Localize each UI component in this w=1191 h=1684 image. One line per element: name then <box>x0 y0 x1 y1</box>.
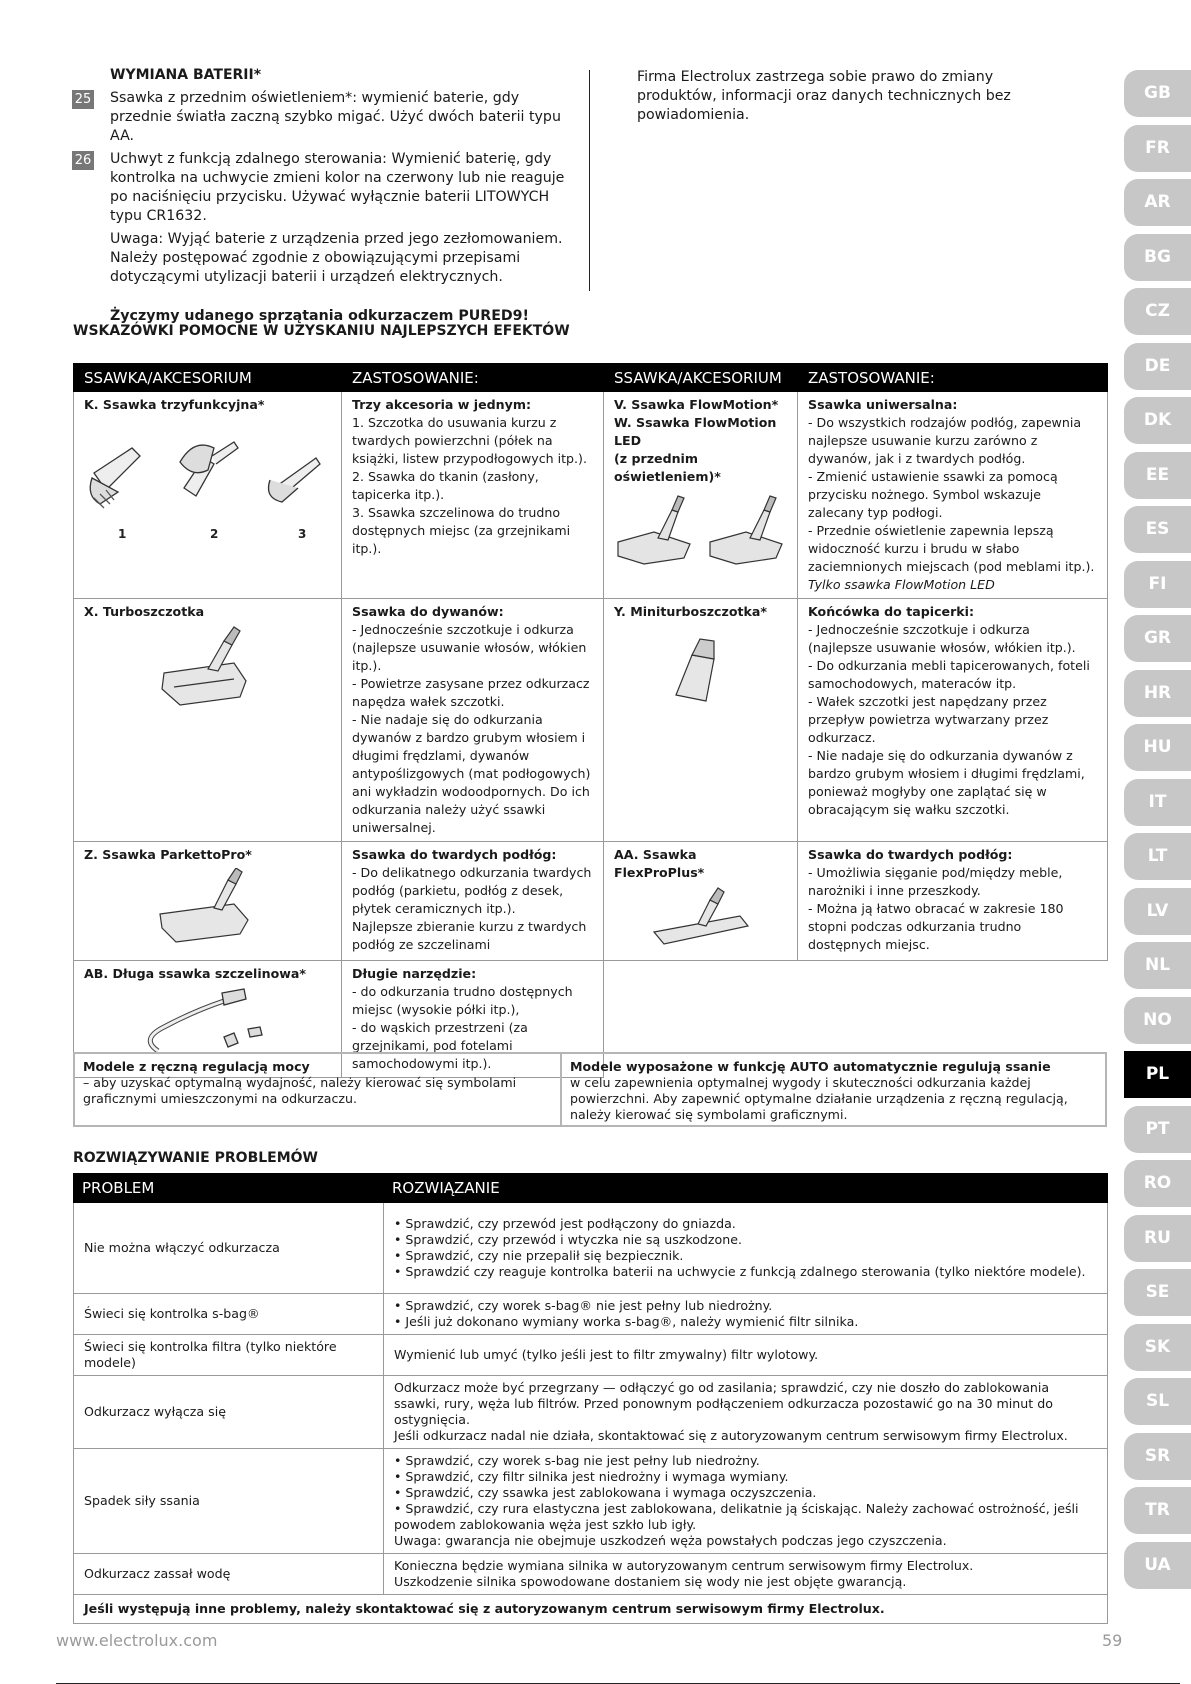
header-problem: PROBLEM <box>74 1174 384 1203</box>
table-row <box>74 842 1108 961</box>
language-tab-sr[interactable]: SR <box>1124 1433 1191 1480</box>
battery-title: WYMIANA BATERII* <box>110 67 262 83</box>
language-tab-ru[interactable]: RU <box>1124 1215 1191 1262</box>
troubleshooting-table <box>73 1173 1108 1624</box>
part-number: 2 <box>210 527 219 541</box>
part-number: 3 <box>298 527 307 541</box>
language-tab-se[interactable]: SE <box>1124 1269 1191 1316</box>
usage-heading: Trzy akcesoria w jednym: <box>352 397 532 412</box>
solution-line: Jeśli odkurzacz nadal nie działa, skontaktować się z autoryzowanym centrum serwisowym firmy Electrolux. <box>394 1428 1068 1443</box>
footer-url: www.electrolux.com <box>56 1631 218 1650</box>
usage-line: - Zmienić ustawienie ssawki za pomocą przycisku nożnego. Symbol wskazuje zalecany typ podłogi. <box>808 469 1058 520</box>
service-note: Jeśli występują inne problemy, należy skontaktować się z autoryzowanym centrum serwisowym firmy Electrolux. <box>74 1595 1108 1624</box>
battery-section <box>72 66 582 326</box>
language-tab-cz[interactable]: CZ <box>1124 288 1191 335</box>
step-number: 25 <box>72 90 94 109</box>
problem-cell: Świeci się kontrolka s-bag® <box>74 1294 384 1335</box>
power-regulation-info <box>73 1052 1107 1127</box>
language-tab-fi[interactable]: FI <box>1124 561 1191 608</box>
accessory-name: Z. Ssawka ParkettoPro* <box>84 847 252 862</box>
header-accessory: SSAWKA/AKCESORIUM <box>604 364 798 392</box>
accessory-name: V. Ssawka FlowMotion* <box>614 397 779 412</box>
usage-cell <box>342 392 604 599</box>
usage-heading: Ssawka do twardych podłóg: <box>808 847 1013 862</box>
solution-cell <box>384 1294 1108 1335</box>
solution-cell <box>384 1376 1108 1449</box>
header-solution: ROZWIĄZANIE <box>384 1174 1108 1203</box>
usage-cell <box>342 599 604 842</box>
table-row <box>74 1376 1108 1449</box>
usage-line: - Do odkurzania mebli tapicerowanych, foteli samochodowych, materaców itp. <box>808 658 1090 691</box>
language-tab-pl[interactable]: PL <box>1124 1051 1191 1098</box>
usage-line: - Jednocześnie szczotkuje i odkurza (najlepsze usuwanie włosów, włókien itp.). <box>808 622 1076 655</box>
table-row <box>74 392 1108 599</box>
language-tab-pt[interactable]: PT <box>1124 1106 1191 1153</box>
language-tab-no[interactable]: NO <box>1124 997 1191 1044</box>
usage-heading: Ssawka do dywanów: <box>352 604 504 619</box>
page-number: 59 <box>1102 1631 1123 1650</box>
usage-heading: Końcówka do tapicerki: <box>808 604 975 619</box>
long-crevice-tool-illustration <box>84 987 324 1061</box>
usage-heading: Długie narzędzie: <box>352 966 477 981</box>
usage-line: - do odkurzania trudno dostępnych miejsc (wysokie półki itp.), <box>352 984 573 1017</box>
accessory-name: (z przednim oświetleniem)* <box>614 451 721 484</box>
language-tab-ua[interactable]: UA <box>1124 1542 1191 1589</box>
language-tab-nl[interactable]: NL <box>1124 942 1191 989</box>
usage-cell <box>798 392 1108 599</box>
accessory-cell <box>604 392 798 599</box>
usage-line: 2. Ssawka do tkanin (zasłony, tapicerka itp.). <box>352 469 539 502</box>
accessory-cell <box>604 599 798 842</box>
table-footer-row <box>74 1595 1108 1624</box>
table-header-row <box>74 364 1108 392</box>
column-divider <box>589 70 590 291</box>
accessory-cell <box>74 599 342 842</box>
language-tab-es[interactable]: ES <box>1124 506 1191 553</box>
usage-note: Tylko ssawka FlowMotion LED <box>808 577 995 592</box>
language-tab-lv[interactable]: LV <box>1124 888 1191 935</box>
header-usage: ZASTOSOWANIE: <box>798 364 1108 392</box>
accessory-name: AB. Długa ssawka szczelinowa* <box>84 966 307 981</box>
table-row <box>74 1203 1108 1294</box>
battery-step <box>72 150 582 226</box>
mini-turbo-brush-illustration <box>614 625 790 715</box>
accessory-name: W. Ssawka FlowMotion LED <box>614 415 777 448</box>
problem-cell: Odkurzacz zassał wodę <box>74 1554 384 1595</box>
header-usage: ZASTOSOWANIE: <box>342 364 604 392</box>
solution-cell <box>384 1335 1108 1376</box>
wish-text: Życzymy udanego sprzątania odkurzaczem PURED9! <box>110 308 530 324</box>
usage-line: - Nie nadaje się do odkurzania dywanów z bardzo grubym włosiem i długimi frędzlami, ponieważ mogłyby one zaplątać się w obracającym się wałku szczotki. <box>808 748 1085 817</box>
usage-line: - Do wszystkich rodzajów podłóg, zapewnia najlepsze usuwanie kurzu zarówno z dywanów, jak i z twardych podłóg. <box>808 415 1082 466</box>
usage-line: Najlepsze zbieranie kurzu z twardych podłóg ze szczelinami <box>352 919 587 952</box>
language-tab-tr[interactable]: TR <box>1124 1487 1191 1534</box>
solution-line: • Sprawdzić, czy rura elastyczna jest zablokowana, delikatnie ją ściskając. Należy zachować ostrożność, jeśli powodem zablokowania węża jest szkło lub igły. <box>394 1501 1079 1532</box>
accessory-name: AA. Ssawka FlexProPlus* <box>614 847 705 880</box>
language-tabs <box>1124 70 1191 1596</box>
problem-cell: Spadek siły ssania <box>74 1449 384 1554</box>
language-tab-fr[interactable]: FR <box>1124 125 1191 172</box>
solution-line: Uwaga: gwarancja nie obejmuje uszkodzeń węża powstałych podczas jego czyszczenia. <box>394 1533 947 1548</box>
solution-line: • Jeśli już dokonano wymiany worka s-bag®, należy wymienić filtr silnika. <box>394 1314 859 1329</box>
language-tab-gr[interactable]: GR <box>1124 615 1191 662</box>
table-row <box>74 599 1108 842</box>
solution-line: • Sprawdzić czy reaguje kontrolka baterii na uchwycie z funkcją zdalnego sterowania (tylko niektóre modele). <box>394 1264 1086 1279</box>
language-tab-hu[interactable]: HU <box>1124 724 1191 771</box>
manual-regulation-box <box>73 1052 561 1127</box>
usage-cell <box>798 842 1108 961</box>
usage-heading: Ssawka uniwersalna: <box>808 397 958 412</box>
language-tab-sl[interactable]: SL <box>1124 1378 1191 1425</box>
auto-regulation-text: w celu zapewnienia optymalnej wygody i skuteczności odkurzania każdej powierzchni. Aby zapewnić optymalne działanie urządzenia z ręczną regulacją, należy kierować się symbolami graficznymi. <box>570 1075 1068 1122</box>
usage-line: - do wąskich przestrzeni (za grzejnikami, pod fotelami samochodowymi itp.). <box>352 1020 528 1071</box>
table-row <box>74 1449 1108 1554</box>
solution-line: • Sprawdzić, czy worek s-bag nie jest pełny lub niedrożny. <box>394 1453 760 1468</box>
auto-regulation-title: Modele wyposażone w funkcję AUTO automatycznie regulują ssanie <box>570 1059 1051 1074</box>
language-tab-dk[interactable]: DK <box>1124 397 1191 444</box>
language-tab-bg[interactable]: BG <box>1124 234 1191 281</box>
step-number: 26 <box>72 151 94 170</box>
language-tab-it[interactable]: IT <box>1124 779 1191 826</box>
usage-line: - Można ją łatwo obracać w zakresie 180 stopni podczas odkurzania trudno dostępnych miejsc. <box>808 901 1064 952</box>
usage-line: - Przednie oświetlenie zapewnia lepszą widoczność kurzu i brudu w słabo zaciemnionych miejscach (pod meblami itp.). <box>808 523 1095 574</box>
accessories-table <box>73 363 1108 1078</box>
accessory-name: X. Turboszczotka <box>84 604 205 619</box>
language-tab-ee[interactable]: EE <box>1124 452 1191 499</box>
part-number: 1 <box>118 527 127 541</box>
battery-step <box>72 89 582 146</box>
disclaimer: Firma Electrolux zastrzega sobie prawo do zmiany produktów, informacji oraz danych technicznych bez powiadomienia. <box>637 69 1011 123</box>
problem-cell: Nie można włączyć odkurzacza <box>74 1203 384 1294</box>
solution-line: • Sprawdzić, czy przewód i wtyczka nie są uszkodzone. <box>394 1232 742 1247</box>
solution-line: • Sprawdzić, czy ssawka jest zablokowana i wymaga oczyszczenia. <box>394 1485 817 1500</box>
usage-line: 3. Ssawka szczelinowa do trudno dostępnych miejsc (za grzejnikami itp.). <box>352 505 571 556</box>
table-header-row <box>74 1174 1108 1203</box>
auto-regulation-box <box>561 1052 1107 1127</box>
solution-line: • Sprawdzić, czy nie przepalił się bezpiecznik. <box>394 1248 684 1263</box>
language-tab-de[interactable]: DE <box>1124 343 1191 390</box>
problem-cell: Świeci się kontrolka filtra (tylko niektóre modele) <box>74 1335 384 1376</box>
solution-line: • Sprawdzić, czy przewód jest podłączony do gniazda. <box>394 1216 736 1231</box>
usage-line: - Do delikatnego odkurzania twardych podłóg (parkietu, podłóg z desek, płytek ceramicznych itp.). <box>352 865 592 916</box>
problem-cell: Odkurzacz wyłącza się <box>74 1376 384 1449</box>
manual-regulation-title: Modele z ręczną regulacją mocy <box>83 1059 310 1074</box>
solution-line: Konieczna będzie wymiana silnika w autoryzowanym centrum serwisowym firmy Electrolux. <box>394 1558 974 1573</box>
flowmotion-nozzle-illustration <box>614 490 790 570</box>
solution-cell <box>384 1203 1108 1294</box>
language-tab-ro[interactable]: RO <box>1124 1160 1191 1207</box>
solution-cell <box>384 1554 1108 1595</box>
accessory-name: K. Ssawka trzyfunkcyjna* <box>84 397 265 412</box>
table-row <box>74 1554 1108 1595</box>
accessory-cell <box>604 842 798 961</box>
parkettopro-nozzle-illustration <box>84 868 324 946</box>
language-tab-gb[interactable]: GB <box>1124 70 1191 117</box>
usage-line: - Powietrze zasysane przez odkurzacz napędza wałek szczotki. <box>352 676 590 709</box>
usage-heading: Ssawka do twardych podłóg: <box>352 847 557 862</box>
tips-title: WSKAZÓWKI POMOCNE W UZYSKANIU NAJLEPSZYCH EFEKTÓW <box>73 323 570 339</box>
flexproplus-nozzle-illustration <box>614 886 790 956</box>
usage-line: - Nie nadaje się do odkurzania dywanów z bardzo grubym włosiem i długimi frędzlami, dywanów antypoślizgowych (mat podłogowych) ani wykładzin wodoodpornych. Do ich odkurzania należy użyć ssawki uniwersalnej. <box>352 712 591 835</box>
table-row <box>74 1335 1108 1376</box>
usage-line: - Jednocześnie szczotkuje i odkurza (najlepsze usuwanie włosów, włókien itp.). <box>352 622 587 673</box>
usage-line: - Umożliwia sięganie pod/między meble, narożniki i inne przeszkody. <box>808 865 1063 898</box>
solution-line: • Sprawdzić, czy filtr silnika jest niedrożny i wymaga wymiany. <box>394 1469 789 1484</box>
accessory-name: Y. Miniturboszczotka* <box>614 604 767 619</box>
solution-line: Odkurzacz może być przegrzany — odłączyć go od zasilania; sprawdzić, czy nie doszło do zablokowania ssawki, rury, węża lub filtrów. Przed ponownym podłączeniem odkurzacza pozostawić go na 30 minut do ostygnięcia. <box>394 1380 1053 1427</box>
manual-regulation-text: – aby uzyskać optymalną wydajność, należy kierować się symbolami graficznymi umieszczonymi na odkurzaczu. <box>83 1075 517 1106</box>
troubleshooting-title: ROZWIĄZYWANIE PROBLEMÓW <box>73 1150 318 1166</box>
turbo-brush-illustration <box>84 625 324 715</box>
usage-cell <box>798 599 1108 842</box>
three-in-one-nozzle-illustration <box>84 418 324 548</box>
step-text: Uchwyt z funkcją zdalnego sterowania: Wymienić baterię, gdy kontrolka na uchwycie zmieni kolor na czerwony lub nie reaguje po naciśnięciu przycisku. Używać wyłącznie baterii LITOWYCH typu CR1632. <box>110 151 565 224</box>
language-tab-hr[interactable]: HR <box>1124 670 1191 717</box>
language-tab-sk[interactable]: SK <box>1124 1324 1191 1371</box>
solution-line: • Sprawdzić, czy worek s-bag® nie jest pełny lub niedrożny. <box>394 1298 773 1313</box>
battery-note: Uwaga: Wyjąć baterie z urządzenia przed jego zezłomowaniem. Należy postępować zgodnie z obowiązującymi przepisami dotyczącymi utylizacji baterii i urządzeń elektrycznych. <box>110 231 563 285</box>
accessory-cell <box>74 392 342 599</box>
solution-cell <box>384 1449 1108 1554</box>
header-accessory: SSAWKA/AKCESORIUM <box>74 364 342 392</box>
usage-line: - Wałek szczotki jest napędzany przez przepływ powietrza wytwarzany przez odkurzacz. <box>808 694 1049 745</box>
accessory-cell <box>74 842 342 961</box>
language-tab-lt[interactable]: LT <box>1124 833 1191 880</box>
solution-line: Wymienić lub umyć (tylko jeśli jest to filtr zmywalny) filtr wylotowy. <box>394 1347 819 1362</box>
usage-line: 1. Szczotka do usuwania kurzu z twardych powierzchni (półek na książki, listew przypodłogowych itp.). <box>352 415 587 466</box>
language-tab-ar[interactable]: AR <box>1124 179 1191 226</box>
step-text: Ssawka z przednim oświetleniem*: wymienić baterie, gdy przednie światła zaczną szybko migać. Użyć dwóch baterii typu AA. <box>110 90 561 144</box>
usage-cell <box>342 842 604 961</box>
solution-line: Uszkodzenie silnika spowodowane dostaniem się wody nie jest objęte gwarancją. <box>394 1574 907 1589</box>
table-row <box>74 1294 1108 1335</box>
